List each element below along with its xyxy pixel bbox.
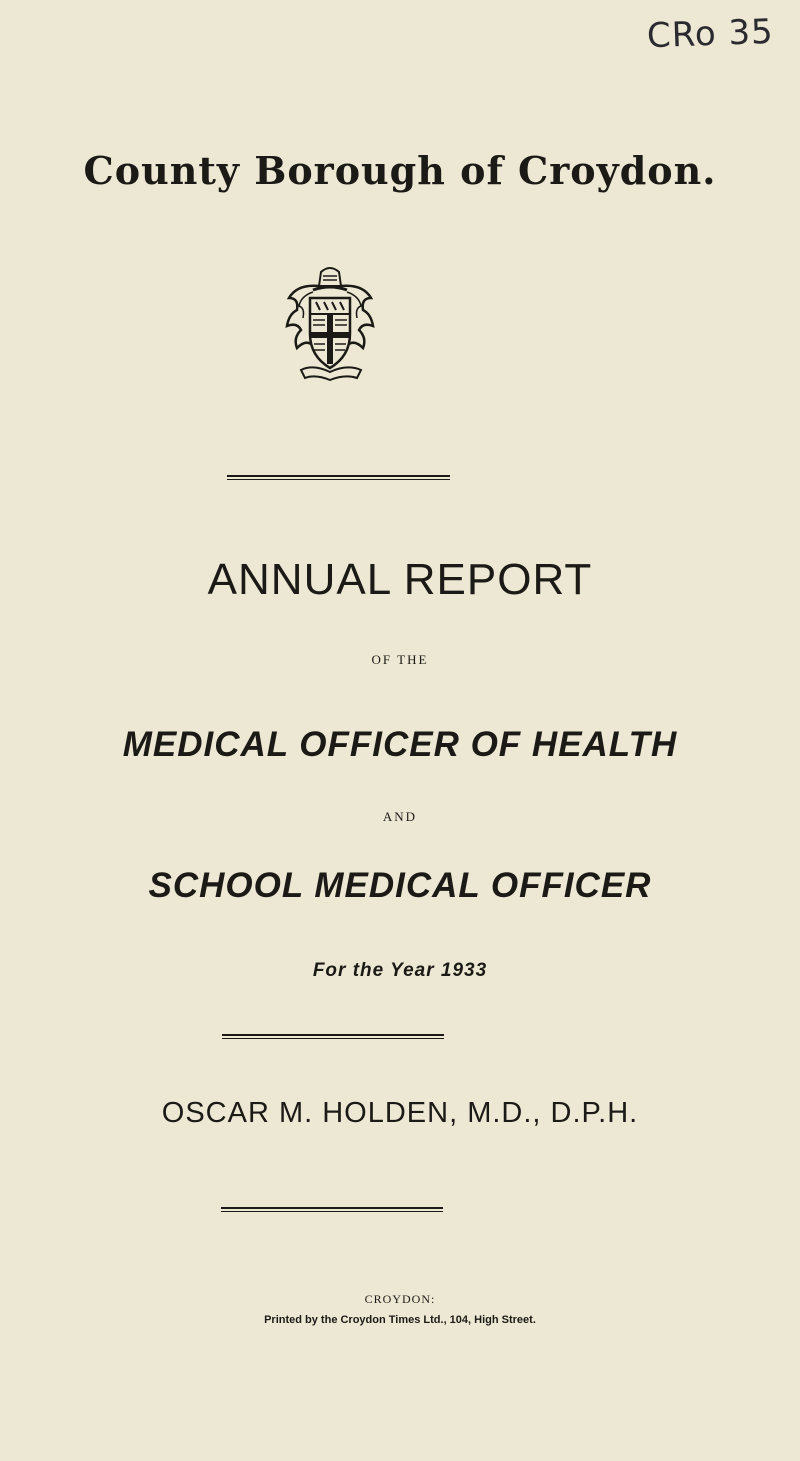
- decorative-rule: [227, 475, 450, 480]
- author-name: OSCAR M. HOLDEN, M.D., D.P.H.: [161, 1097, 639, 1129]
- council-title: County Borough of Croydon.: [83, 148, 717, 193]
- report-title: ANNUAL REPORT: [207, 555, 593, 604]
- handwritten-catalog-note: CRo 35: [646, 11, 775, 57]
- report-period: For the Year 1933: [312, 960, 488, 981]
- and-label: AND: [382, 809, 418, 824]
- of-the-label: OF THE: [371, 652, 429, 667]
- decorative-rule: [221, 1207, 443, 1212]
- imprint-place: CROYDON:: [364, 1292, 436, 1306]
- office-school-medical-officer: SCHOOL MEDICAL OFFICER: [148, 866, 652, 905]
- imprint-printer: Printed by the Croydon Times Ltd., 104, High Street.: [264, 1314, 536, 1326]
- decorative-rule: [222, 1034, 444, 1039]
- croydon-coat-of-arms-icon: [283, 264, 378, 386]
- office-medical-officer-of-health: MEDICAL OFFICER OF HEALTH: [122, 725, 678, 764]
